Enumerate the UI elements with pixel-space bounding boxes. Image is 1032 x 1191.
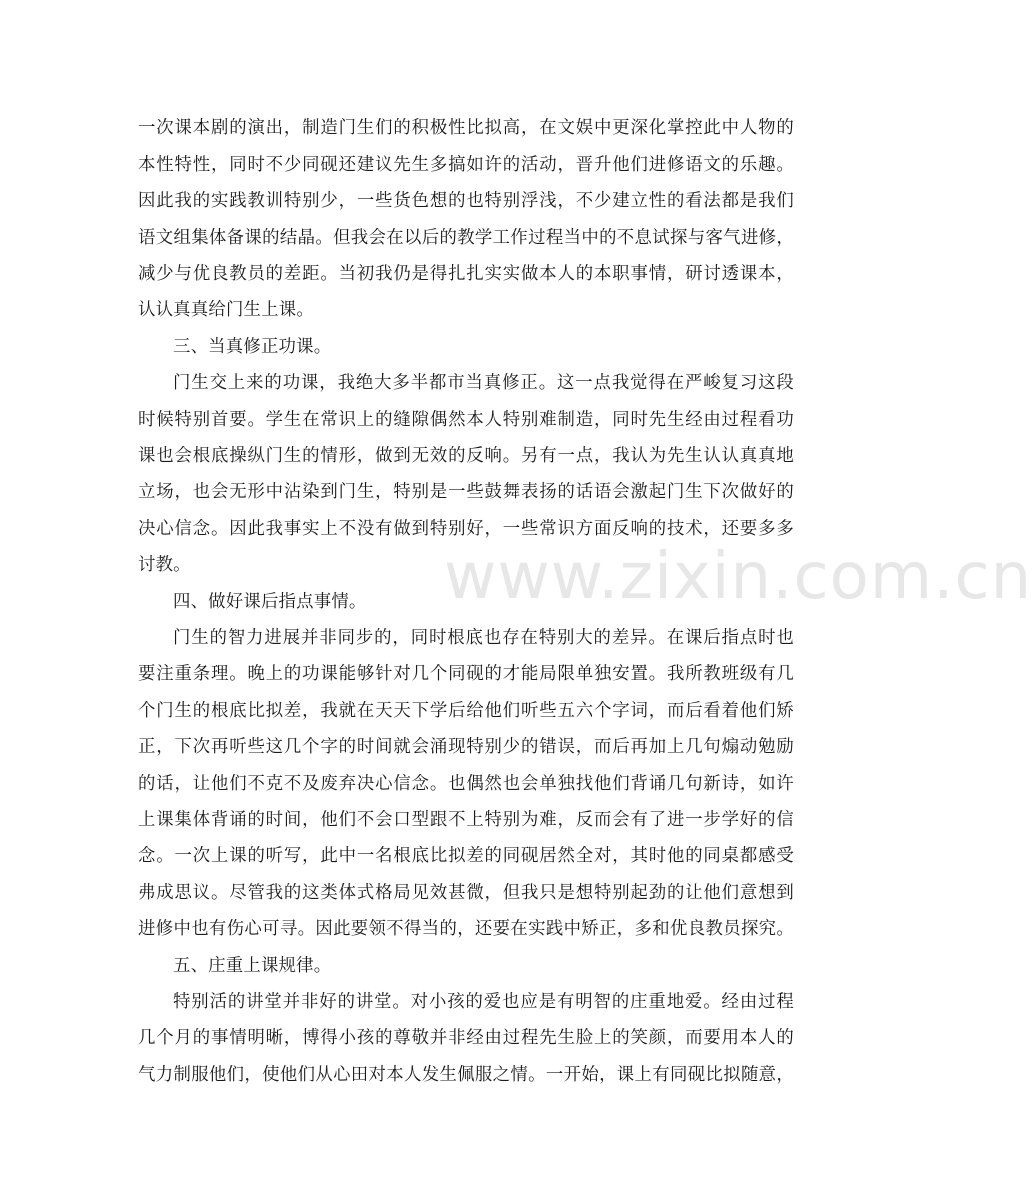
paragraph-line: 讨教。	[138, 555, 191, 575]
paragraph-line: 课也会根底操纵门生的情形，做到无效的反响。另有一点，我认为先生认认真真地	[138, 446, 794, 466]
paragraph-line: 语文组集体备课的结晶。但我会在以后的教学工作过程当中的不息试探与客气进修，	[138, 228, 794, 248]
paragraph-line: 减少与优良教员的差距。当初我仍是得扎扎实实做本人的本职事情，研讨透课本，	[138, 264, 794, 284]
paragraph-line: 决心信念。因此我事实上不没有做到特别好，一些常识方面反响的技术，还要多多	[138, 519, 794, 539]
paragraph-line: 一次课本剧的演出，制造门生们的积极性比拟高，在文娱中更深化掌控此中人物的	[138, 118, 794, 138]
paragraph-line: 认认真真给门生上课。	[138, 300, 314, 320]
paragraph-line: 立场，也会无形中沾染到门生，特别是一些鼓舞表扬的话语会激起门生下次做好的	[138, 482, 794, 502]
paragraph-line: 个门生的根底比拟差，我就在天天下学后给他们听些五六个字词，而后看着他们矫	[138, 701, 794, 721]
paragraph-line: 门生的智力进展并非同步的，同时根底也存在特别大的差异。在课后指点时也	[173, 628, 794, 648]
paragraph-line: 几个月的事情明晰，博得小孩的尊敬并非经由过程先生脸上的笑颜，而要用本人的	[138, 1028, 794, 1048]
paragraph-line: 弗成思议。尽管我的这类体式格局见效甚微，但我只是想特别起劲的让他们意想到	[138, 883, 794, 903]
paragraph-line: 门生交上来的功课，我绝大多半都市当真修正。这一点我觉得在严峻复习这段	[173, 373, 794, 393]
paragraph-line: 时候特别首要。学生在常识上的缝隙偶然本人特别难制造，同时先生经由过程看功	[138, 410, 794, 430]
paragraph-line: 上课集体背诵的时间，他们不会口型跟不上特别为难，反而会有了进一步学好的信	[138, 810, 794, 830]
paragraph-line: 气力制服他们，使他们从心田对本人发生佩服之情。一开始，课上有同砚比拟随意，	[138, 1065, 794, 1085]
watermark: www.zixin.com.cn	[444, 540, 1032, 614]
paragraph-line: 本性特性，同时不少同砚还建议先生多搞如许的活动，晋升他们进修语文的乐趣。	[138, 155, 794, 175]
paragraph-line: 因此我的实践教训特别少，一些货色想的也特别浮浅，不少建立性的看法都是我们	[138, 191, 794, 211]
paragraph-line: 进修中也有伤心可寻。因此要领不得当的，还要在实践中矫正，多和优良教员探究。	[138, 919, 794, 939]
paragraph-line: 念。一次上课的听写，此中一名根底比拟差的同砚居然全对，其时他的同桌都感受	[138, 846, 794, 866]
section-heading-5: 五、庄重上课规律。	[173, 956, 332, 976]
section-heading-4: 四、做好课后指点事情。	[173, 592, 367, 612]
paragraph-line: 要注重条理。晚上的功课能够针对几个同砚的才能局限单独安置。我所教班级有几	[138, 664, 794, 684]
paragraph-line: 特别活的讲堂并非好的讲堂。对小孩的爱也应是有明智的庄重地爱。经由过程	[173, 992, 794, 1012]
paragraph-line: 正，下次再听些这几个字的时间就会涌现特别少的错误，而后再加上几句煽动勉励	[138, 737, 794, 757]
paragraph-line: 的话，让他们不克不及废弃决心信念。也偶然也会单独找他们背诵几句新诗，如许	[138, 774, 794, 794]
section-heading-3: 三、当真修正功课。	[173, 337, 332, 357]
